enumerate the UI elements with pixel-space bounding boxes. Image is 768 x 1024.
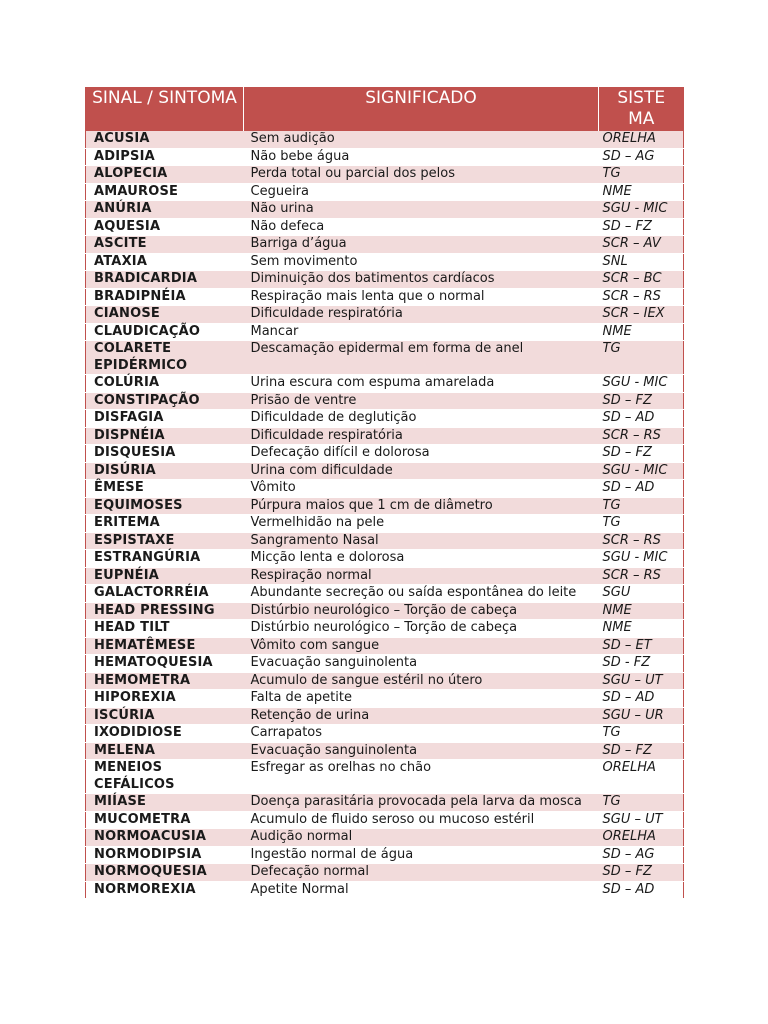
cell-sinal: BRADIPNÉIA — [86, 288, 244, 306]
cell-sinal: AQUESIA — [86, 218, 244, 236]
cell-sistema: SD – AD — [599, 690, 684, 708]
cell-sistema: SD – FZ — [599, 742, 684, 760]
cell-sistema: SGU - MIC — [599, 201, 684, 219]
cell-significado: Sem movimento — [244, 253, 599, 271]
cell-sinal: MENEIOS CEFÁLICOS — [86, 760, 244, 794]
table-row — [86, 690, 684, 708]
cell-significado: Vômito — [244, 480, 599, 498]
cell-sistema: SGU – UR — [599, 707, 684, 725]
cell-sistema: ORELHA — [599, 829, 684, 847]
cell-sistema: TG — [599, 497, 684, 515]
cell-sinal: IXODIDIOSE — [86, 725, 244, 743]
table-row — [86, 742, 684, 760]
table-row — [86, 341, 684, 375]
header-sistema: SISTE MA — [599, 87, 684, 131]
table-body — [86, 131, 684, 899]
cell-sistema: SD – AG — [599, 148, 684, 166]
cell-significado: Não urina — [244, 201, 599, 219]
cell-significado: Abundante secreção ou saída espontânea do leite — [244, 585, 599, 603]
table-row — [86, 236, 684, 254]
cell-sinal: ESPISTAXE — [86, 532, 244, 550]
cell-sinal: DISQUESIA — [86, 445, 244, 463]
table-row — [86, 323, 684, 341]
cell-significado: Cegueira — [244, 183, 599, 201]
cell-significado: Mancar — [244, 323, 599, 341]
cell-significado: Falta de apetite — [244, 690, 599, 708]
cell-sistema: NME — [599, 602, 684, 620]
table-row — [86, 131, 684, 148]
cell-significado: Perda total ou parcial dos pelos — [244, 166, 599, 184]
cell-sinal: COLARETE EPIDÉRMICO — [86, 341, 244, 375]
cell-sistema: TG — [599, 725, 684, 743]
cell-significado: Vermelhidão na pele — [244, 515, 599, 533]
cell-significado: Doença parasitária provocada pela larva da mosca — [244, 794, 599, 812]
cell-sistema: SNL — [599, 253, 684, 271]
cell-sistema: SD – AG — [599, 846, 684, 864]
cell-sinal: ESTRANGÚRIA — [86, 550, 244, 568]
cell-sistema: SD – AD — [599, 881, 684, 899]
table-row — [86, 445, 684, 463]
cell-significado: Distúrbio neurológico – Torção de cabeça — [244, 620, 599, 638]
table-row — [86, 864, 684, 882]
table-row — [86, 794, 684, 812]
cell-sistema: SCR – RS — [599, 532, 684, 550]
cell-significado: Urina com dificuldade — [244, 462, 599, 480]
cell-significado: Diminuição dos batimentos cardíacos — [244, 271, 599, 289]
cell-sinal: ISCÚRIA — [86, 707, 244, 725]
cell-sistema: SCR – RS — [599, 567, 684, 585]
table-row — [86, 829, 684, 847]
header-sinal: SINAL / SINTOMA — [86, 87, 244, 131]
cell-sinal: HEMATÊMESE — [86, 637, 244, 655]
table-row — [86, 585, 684, 603]
table-header — [86, 87, 684, 131]
table-row — [86, 846, 684, 864]
table-row — [86, 515, 684, 533]
cell-significado: Descamação epidermal em forma de anel — [244, 341, 599, 375]
cell-sinal: NORMODIPSIA — [86, 846, 244, 864]
table-row — [86, 183, 684, 201]
cell-sistema: ORELHA — [599, 131, 684, 148]
cell-sinal: DISÚRIA — [86, 462, 244, 480]
cell-sinal: HEAD TILT — [86, 620, 244, 638]
cell-sistema: SCR – RS — [599, 427, 684, 445]
cell-sinal: MELENA — [86, 742, 244, 760]
cell-sistema: TG — [599, 794, 684, 812]
table-row — [86, 881, 684, 899]
cell-significado: Dificuldade respiratória — [244, 306, 599, 324]
table-row — [86, 201, 684, 219]
cell-sistema: SD – ET — [599, 637, 684, 655]
symptom-table — [85, 87, 684, 899]
table-row — [86, 567, 684, 585]
table-row — [86, 462, 684, 480]
cell-significado: Dificuldade respiratória — [244, 427, 599, 445]
cell-sistema: SGU — [599, 585, 684, 603]
cell-sistema: SGU - MIC — [599, 375, 684, 393]
cell-sinal: DISFAGIA — [86, 410, 244, 428]
cell-sinal: MIÍASE — [86, 794, 244, 812]
cell-significado: Púrpura maios que 1 cm de diâmetro — [244, 497, 599, 515]
table-row — [86, 253, 684, 271]
cell-significado: Prisão de ventre — [244, 392, 599, 410]
cell-sinal: EQUIMOSES — [86, 497, 244, 515]
cell-significado: Defecação difícil e dolorosa — [244, 445, 599, 463]
cell-sinal: GALACTORRÉIA — [86, 585, 244, 603]
cell-significado: Acumulo de sangue estéril no útero — [244, 672, 599, 690]
cell-significado: Não bebe água — [244, 148, 599, 166]
cell-significado: Evacuação sanguinolenta — [244, 742, 599, 760]
cell-sinal: HEMATOQUESIA — [86, 655, 244, 673]
table-row — [86, 392, 684, 410]
table-row — [86, 271, 684, 289]
cell-sinal: HEAD PRESSING — [86, 602, 244, 620]
cell-sinal: MUCOMETRA — [86, 811, 244, 829]
cell-significado: Vômito com sangue — [244, 637, 599, 655]
cell-sistema: TG — [599, 515, 684, 533]
cell-sistema: SD – FZ — [599, 864, 684, 882]
cell-sinal: NORMOQUESIA — [86, 864, 244, 882]
cell-sinal: ERITEMA — [86, 515, 244, 533]
table-row — [86, 760, 684, 794]
cell-sistema: NME — [599, 323, 684, 341]
table-row — [86, 288, 684, 306]
table-row — [86, 811, 684, 829]
cell-sinal: EUPNÉIA — [86, 567, 244, 585]
cell-sinal: AMAUROSE — [86, 183, 244, 201]
cell-sistema: SGU – UT — [599, 811, 684, 829]
cell-sistema: SD – FZ — [599, 218, 684, 236]
cell-sistema: TG — [599, 341, 684, 375]
cell-sistema: SD - FZ — [599, 655, 684, 673]
table-row — [86, 532, 684, 550]
cell-sistema: SCR – RS — [599, 288, 684, 306]
cell-significado: Barriga d’água — [244, 236, 599, 254]
cell-sistema: SGU – UT — [599, 672, 684, 690]
table-row — [86, 620, 684, 638]
cell-sinal: CIANOSE — [86, 306, 244, 324]
cell-significado: Apetite Normal — [244, 881, 599, 899]
cell-sinal: ASCITE — [86, 236, 244, 254]
cell-sinal: NORMOACUSIA — [86, 829, 244, 847]
cell-sistema: SGU - MIC — [599, 462, 684, 480]
cell-sinal: HEMOMETRA — [86, 672, 244, 690]
cell-significado: Ingestão normal de água — [244, 846, 599, 864]
header-row — [86, 87, 684, 131]
cell-significado: Sangramento Nasal — [244, 532, 599, 550]
cell-sistema: ORELHA — [599, 760, 684, 794]
table-row — [86, 637, 684, 655]
cell-sinal: ATAXIA — [86, 253, 244, 271]
cell-sistema: NME — [599, 183, 684, 201]
cell-significado: Sem audição — [244, 131, 599, 148]
cell-significado: Acumulo de fluido seroso ou mucoso estéril — [244, 811, 599, 829]
cell-sinal: HIPOREXIA — [86, 690, 244, 708]
cell-sinal: ÊMESE — [86, 480, 244, 498]
table-row — [86, 148, 684, 166]
table-row — [86, 672, 684, 690]
table-row — [86, 306, 684, 324]
cell-sistema: SCR – AV — [599, 236, 684, 254]
cell-sistema: SCR – IEX — [599, 306, 684, 324]
table-row — [86, 375, 684, 393]
cell-significado: Evacuação sanguinolenta — [244, 655, 599, 673]
table-row — [86, 550, 684, 568]
table-row — [86, 218, 684, 236]
cell-sinal: COLÚRIA — [86, 375, 244, 393]
table-row — [86, 497, 684, 515]
table-row — [86, 166, 684, 184]
table-row — [86, 427, 684, 445]
cell-significado: Carrapatos — [244, 725, 599, 743]
cell-significado: Distúrbio neurológico – Torção de cabeça — [244, 602, 599, 620]
cell-sistema: TG — [599, 166, 684, 184]
cell-sistema: SD – AD — [599, 410, 684, 428]
table-row — [86, 707, 684, 725]
cell-sinal: NORMOREXIA — [86, 881, 244, 899]
cell-sistema: SD – FZ — [599, 445, 684, 463]
cell-significado: Micção lenta e dolorosa — [244, 550, 599, 568]
cell-sinal: ACUSIA — [86, 131, 244, 148]
cell-sistema: SCR – BC — [599, 271, 684, 289]
cell-sinal: DISPNÉIA — [86, 427, 244, 445]
cell-sistema: NME — [599, 620, 684, 638]
cell-significado: Defecação normal — [244, 864, 599, 882]
cell-significado: Retenção de urina — [244, 707, 599, 725]
cell-significado: Audição normal — [244, 829, 599, 847]
table-row — [86, 480, 684, 498]
cell-sinal: ADIPSIA — [86, 148, 244, 166]
cell-sistema: SGU - MIC — [599, 550, 684, 568]
cell-significado: Respiração mais lenta que o normal — [244, 288, 599, 306]
cell-sinal: BRADICARDIA — [86, 271, 244, 289]
cell-sinal: ANÚRIA — [86, 201, 244, 219]
cell-significado: Dificuldade de deglutição — [244, 410, 599, 428]
cell-significado: Não defeca — [244, 218, 599, 236]
table-row — [86, 655, 684, 673]
cell-sinal: ALOPECIA — [86, 166, 244, 184]
cell-sinal: CLAUDICAÇÃO — [86, 323, 244, 341]
cell-sistema: SD – FZ — [599, 392, 684, 410]
table-row — [86, 725, 684, 743]
cell-significado: Urina escura com espuma amarelada — [244, 375, 599, 393]
table-row — [86, 602, 684, 620]
cell-significado: Respiração normal — [244, 567, 599, 585]
table-row — [86, 410, 684, 428]
header-significado: SIGNIFICADO — [244, 87, 599, 131]
cell-significado: Esfregar as orelhas no chão — [244, 760, 599, 794]
cell-sinal: CONSTIPAÇÃO — [86, 392, 244, 410]
cell-sistema: SD – AD — [599, 480, 684, 498]
